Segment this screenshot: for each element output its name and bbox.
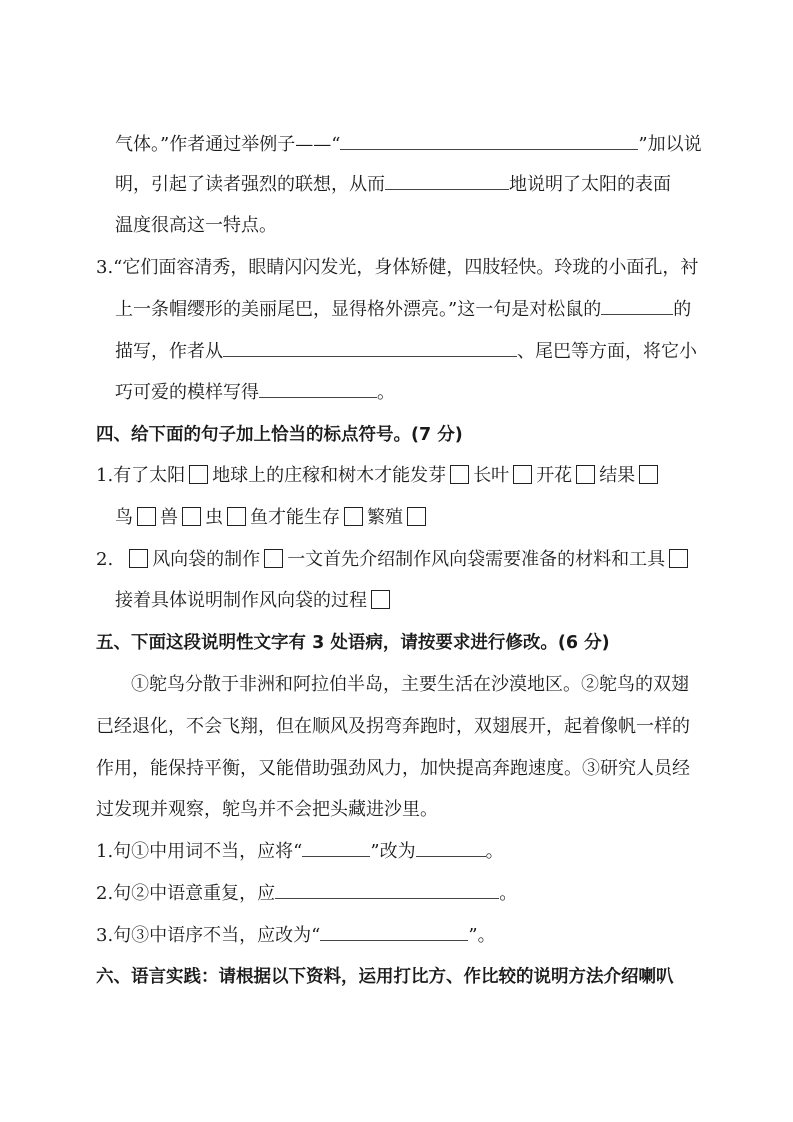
sec4-sentence-1-line-2: 鸟 兽 虫 鱼才能生存 繁殖 (115, 506, 430, 530)
punctuation-box[interactable] (639, 465, 658, 484)
sec4-sentence-1-line-1: 1.有了太阳 地球上的庄稼和树木才能发芽 长叶 开花 结果 (96, 464, 662, 488)
answer-blank[interactable] (320, 924, 468, 941)
punctuation-box[interactable] (129, 549, 148, 568)
q3-3-line-4: 巧可爱的模样写得 。 (115, 382, 395, 403)
q3-3-line-2: 上一条帽缨形的美丽尾巴，显得格外漂亮。”这一句是对松鼠的 的 (115, 299, 692, 320)
section-4-title: 四、给下面的句子加上恰当的标点符号。(7 分) (96, 425, 463, 445)
punctuation-box[interactable] (189, 465, 208, 484)
q3-2-line-1: 气体。”作者通过举例子——“ ”加以说 (115, 134, 702, 155)
punctuation-box[interactable] (371, 590, 390, 609)
punctuation-box[interactable] (576, 465, 595, 484)
section-5-title: 五、下面这段说明性文字有 3 处语病，请按要求进行修改。(6 分) (96, 633, 610, 653)
answer-blank[interactable] (223, 340, 517, 357)
answer-blank[interactable] (340, 133, 638, 150)
punctuation-box[interactable] (669, 549, 688, 568)
sec4-sentence-2-line-2: 接着具体说明制作风向袋的过程 (115, 589, 394, 613)
q3-2-line-3: 温度很高这一特点。 (115, 215, 277, 236)
section-6-title: 六、语言实践：请根据以下资料，运用打比方、作比较的说明方法介绍喇叭 (96, 967, 674, 987)
answer-blank[interactable] (275, 882, 499, 899)
punctuation-box[interactable] (264, 549, 283, 568)
punctuation-box[interactable] (344, 507, 363, 526)
q3-2-line-2: 明，引起了读者强烈的联想，从而 地说明了太阳的表面 (115, 174, 671, 195)
answer-blank[interactable] (385, 173, 509, 190)
punctuation-box[interactable] (137, 507, 156, 526)
sec4-sentence-2-line-1: 2. 风向袋的制作 一文首先介绍制作风向袋需要准备的材料和工具 (96, 548, 692, 572)
sec5-paragraph-line-4: 过发现并观察，鸵鸟并不会把头藏进沙里。 (96, 799, 438, 820)
sec5-paragraph-line-2: 已经退化，不会飞翔，但在顺风及拐弯奔跑时，双翅展开，起着像帆一样的 (96, 716, 690, 737)
answer-blank[interactable] (601, 298, 673, 315)
punctuation-box[interactable] (450, 465, 469, 484)
punctuation-box[interactable] (513, 465, 532, 484)
q3-3-line-1: 3.“它们面容清秀，眼睛闪闪发光，身体矫健，四肢轻快。玲珑的小面孔，衬 (96, 257, 699, 278)
sec5-paragraph-line-3: 作用，能保持平衡，又能借助强劲风力，加快提高奔跑速度。③研究人员经 (96, 758, 690, 779)
punctuation-box[interactable] (407, 507, 426, 526)
sec5-question-1: 1.句①中用词不当，应将“ ”改为 。 (96, 841, 504, 862)
sec5-question-3: 3.句③中语序不当，应改为“ ”。 (96, 925, 496, 946)
answer-blank[interactable] (259, 381, 377, 398)
punctuation-box[interactable] (182, 507, 201, 526)
answer-blank[interactable] (416, 840, 486, 857)
answer-blank[interactable] (302, 840, 370, 857)
punctuation-box[interactable] (227, 507, 246, 526)
sec5-question-2: 2.句②中语意重复，应 。 (96, 883, 518, 904)
sec5-paragraph-line-1: ①鸵鸟分散于非洲和阿拉伯半岛，主要生活在沙漠地区。②鸵鸟的双翅 (131, 674, 689, 695)
q3-3-line-3: 描写，作者从 、尾巴等方面，将它小 (115, 341, 697, 362)
